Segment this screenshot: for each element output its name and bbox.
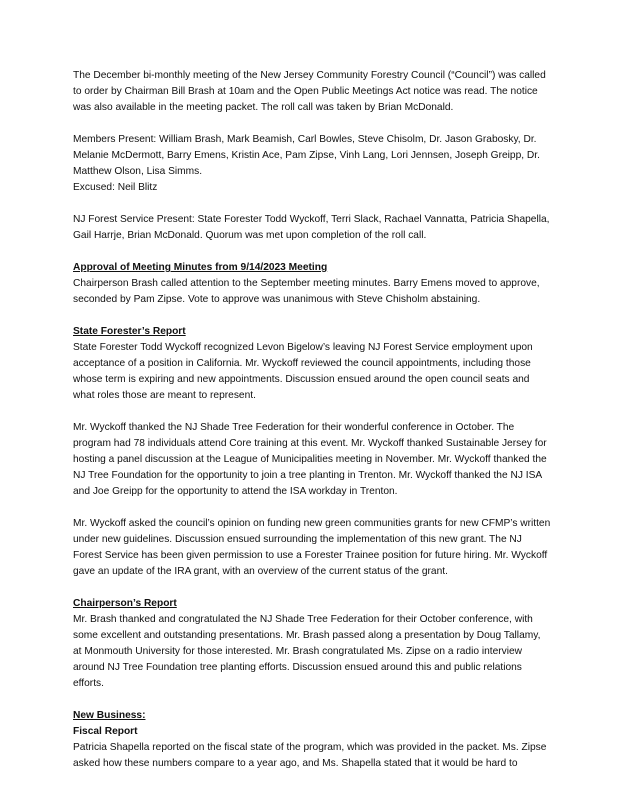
spacer: [73, 244, 551, 260]
fiscal-report-heading: Fiscal Report: [73, 726, 138, 737]
minutes-approval-paragraph: Chairperson Brash called attention to the September meeting minutes. Barry Emens moved to approve, seconded by Pam Zipse. Vote to approve was unanimous with Steve Chisholm abstaining.: [73, 278, 540, 305]
state-forester-report-heading: State Forester’s Report: [73, 326, 186, 337]
minutes-approval-heading: Approval of Meeting Minutes from 9/14/2023 Meeting: [73, 262, 328, 273]
members-present-paragraph: Members Present: William Brash, Mark Beamish, Carl Bowles, Steve Chisolm, Dr. Jason Grabosky, Dr. Melanie McDermott, Barry Emens, Kristin Ace, Pam Zipse, Vinh Lang, Lori Jennsen, Joseph Greipp, Dr. Matthew Olson, Lisa Simms.: [73, 134, 540, 177]
state-forester-paragraph-3: Mr. Wyckoff asked the council’s opinion on funding new green communities grants for new CFMP’s written under new guidelines. Discussion ensued surrounding the implementation of this new grant. The NJ Forest Service has been given permission to use a Forester Trainee position for future hiring. Mr. Wyckoff gave an update of the IRA grant, with an overview of the current status of the grant.: [73, 518, 551, 577]
state-forester-paragraph-2: Mr. Wyckoff thanked the NJ Shade Tree Federation for their wonderful conference in October. The program had 78 individuals attend Core training at this event. Mr. Wyckoff thanked Sustainable Jersey for hosting a panel discussion at the League of Municipalities meeting in November. Mr. Wyckoff thanked the NJ Tree Foundation for the opportunity to join a tree planting in Trenton. Mr. Wyckoff thanked the NJ ISA and Joe Greipp for the opportunity to attend the ISA workday in Trenton.: [73, 422, 547, 497]
minutes-document: [73, 68, 551, 772]
excused-line: Excused: Neil Blitz: [73, 182, 158, 193]
spacer: [73, 308, 551, 324]
chairperson-report-heading: Chairperson’s Report: [73, 598, 177, 609]
spacer: [73, 196, 551, 212]
spacer: [73, 580, 551, 596]
forest-service-present-paragraph: NJ Forest Service Present: State Forester Todd Wyckoff, Terri Slack, Rachael Vannatta, Patricia Shapella, Gail Harrje, Brian McDonald. Quorum was met upon completion of the roll call.: [73, 214, 550, 241]
new-business-heading: New Business:: [73, 710, 146, 721]
call-to-order-paragraph: The December bi-monthly meeting of the New Jersey Community Forestry Council (“Council”) was called to order by Chairman Bill Brash at 10am and the Open Public Meetings Act notice was read. The notice was also available in the meeting packet. The roll call was taken by Brian McDonald.: [73, 70, 546, 113]
spacer: [73, 404, 551, 420]
chairperson-report-paragraph: Mr. Brash thanked and congratulated the NJ Shade Tree Federation for their October conference, with some excellent and outstanding presentations. Mr. Brash passed along a presentation by Doug Tallamy, at Monmouth University for those interested. Mr. Brash congratulated Ms. Zipse on a radio interview around NJ Tree Foundation tree planting efforts. Discussion ensued around this and public relations efforts.: [73, 614, 541, 689]
spacer: [73, 692, 551, 708]
spacer: [73, 500, 551, 516]
state-forester-paragraph-1: State Forester Todd Wyckoff recognized Levon Bigelow’s leaving NJ Forest Service employment upon acceptance of a position in California. Mr. Wyckoff reviewed the council appointments, including those whose term is expiring and new appointments. Discussion ensued around the open council seats and what roles those are meant to represent.: [73, 342, 533, 401]
fiscal-report-paragraph: Patricia Shapella reported on the fiscal state of the program, which was provided in the packet. Ms. Zipse asked how these numbers compare to a year ago, and Ms. Shapella stated that it would be hard to: [73, 742, 547, 769]
spacer: [73, 116, 551, 132]
